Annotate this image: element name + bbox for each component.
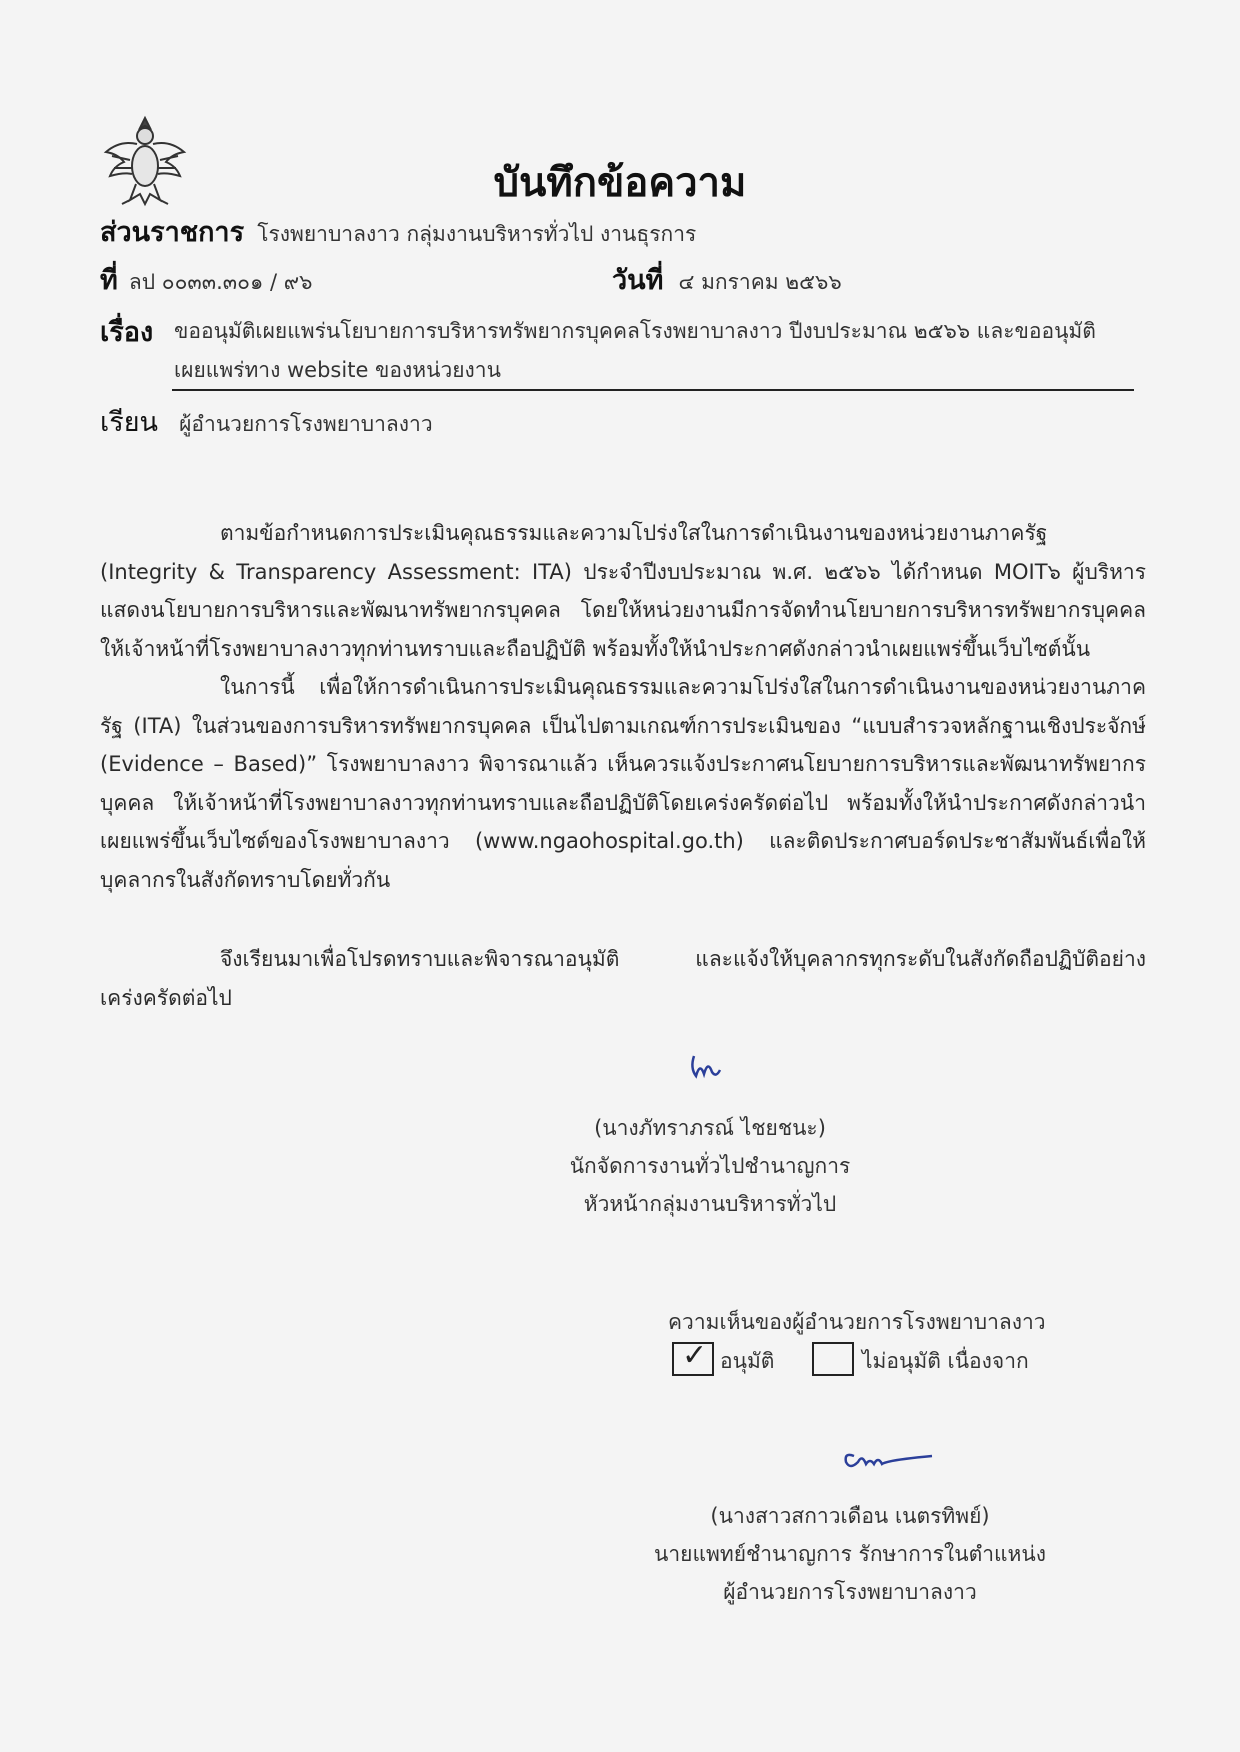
- reference-row: [100, 258, 312, 301]
- date-value: ๔ มกราคม ๒๕๖๖: [678, 270, 842, 294]
- reject-checkbox[interactable]: [812, 1342, 854, 1376]
- department-row: [100, 210, 696, 253]
- reference-label: ที่: [100, 265, 118, 296]
- body-paragraph-3: จึงเรียนมาเพื่อโปรดทราบและพิจารณาอนุมัติ และแจ้งให้บุคลากรทุกระดับในสังกัดถือปฏิบัติอย่างเคร่งครัดต่อไป: [100, 947, 1146, 1010]
- subject-label: เรื่อง: [100, 317, 154, 348]
- memo-body: [100, 514, 1146, 899]
- body-paragraph-1: ตามข้อกำหนดการประเมินคุณธรรมและความโปร่งใสในการดำเนินงานของหน่วยงานภาครัฐ (Integrity & Transparency Assessment: ITA) ประจำปีงบประมาณ พ.ศ. ๒๕๖๖ ได้กำหนด MOIT๖ ผู้บริหารแสดงนโยบายการบริหารและพัฒนาทรัพยากรบุคคล โดยให้หน่วยงานมีการจัดทำนโยบายการบริหารทรัพยากรบุคคล ให้เจ้าหน้าที่โรงพยาบาลงาวทุกท่านทราบและถือปฏิบัติ พร้อมทั้งให้นำประกาศดังกล่าวนำเผยแพร่ขึ้นเว็บไซต์นั้น: [100, 521, 1146, 661]
- department-label: ส่วนราชการ: [100, 217, 245, 248]
- signature-2-icon: [840, 1442, 940, 1476]
- body-paragraph-2: ในการนี้ เพื่อให้การดำเนินการประเมินคุณธรรมและความโปร่งใสในการดำเนินงานของหน่วยงานภาครัฐ (ITA) ในส่วนของการบริหารทรัพยากรบุคคล เป็นไปตามเกณฑ์การประเมินของ “แบบสำรวจหลักฐานเชิงประจักษ์ (Evidence – Based)” โรงพยาบาลงาว พิจารณาแล้ว เห็นควรแจ้งประกาศนโยบายการบริหารและพัฒนาทรัพยากรบุคคล ให้เจ้าหน้าที่โรงพยาบาลงาวทุกท่านทราบและถือปฏิบัติโดยเคร่งครัดต่อไป พร้อมทั้งให้นำประกาศดังกล่าวนำเผยแพร่ขึ้นเว็บไซต์ของโรงพยาบาลงาว (www.ngaohospital.go.th) และติดประกาศบอร์ดประชาสัมพันธ์เพื่อให้บุคลากรในสังกัดทราบโดยทั่วกัน: [100, 675, 1146, 892]
- subject-line-1: ขออนุมัติเผยแพร่นโยบายการบริหารทรัพยากรบุคคลโรงพยาบาลงาว ปีงบประมาณ ๒๕๖๖ และขออนุมัติ: [174, 319, 1096, 343]
- signature-1-icon: [686, 1052, 726, 1088]
- signer-1-position-2: หัวหน้ากลุ่มงานบริหารทั่วไป: [583, 1192, 837, 1216]
- approve-label: อนุมัติ: [720, 1349, 775, 1373]
- addressee-label: เรียน: [100, 407, 159, 438]
- header-divider: [172, 389, 1134, 391]
- signer-2-name: (นางสาวสกาวเดือน เนตรทิพย์): [710, 1504, 990, 1528]
- approve-checkbox[interactable]: [672, 1338, 714, 1376]
- memo-title: บันทึกข้อความ: [493, 160, 747, 206]
- addressee-row: [100, 400, 433, 443]
- signer-1-name: (นางภัทราภรณ์ ไชยชนะ): [594, 1116, 826, 1140]
- reject-label: ไม่อนุมัติ เนื่องจาก: [862, 1349, 1029, 1373]
- closing-block: [100, 940, 1146, 1017]
- date-label: วันที่: [612, 265, 664, 296]
- signer-2-position-1: นายแพทย์ชำนาญการ รักษาการในตำแหน่ง: [654, 1542, 1046, 1566]
- signer-1-position-1: นักจัดการงานทั่วไปชำนาญการ: [569, 1154, 851, 1178]
- reference-number: ลป ๐๐๓๓.๓๐๑ / ๙๖: [128, 270, 313, 294]
- checkmark-icon: ✓: [682, 1338, 708, 1373]
- addressee-value: ผู้อำนวยการโรงพยาบาลงาว: [179, 412, 433, 436]
- department-value: โรงพยาบาลงาว กลุ่มงานบริหารทั่วไป งานธุรการ: [257, 222, 697, 246]
- approval-heading: ความเห็นของผู้อำนวยการโรงพยาบาลงาว: [668, 1310, 1046, 1334]
- subject-line-2: เผยแพร่ทาง website ของหน่วยงาน: [174, 358, 501, 382]
- date-row: [612, 258, 842, 301]
- signer-2-position-2: ผู้อำนวยการโรงพยาบาลงาว: [723, 1580, 977, 1604]
